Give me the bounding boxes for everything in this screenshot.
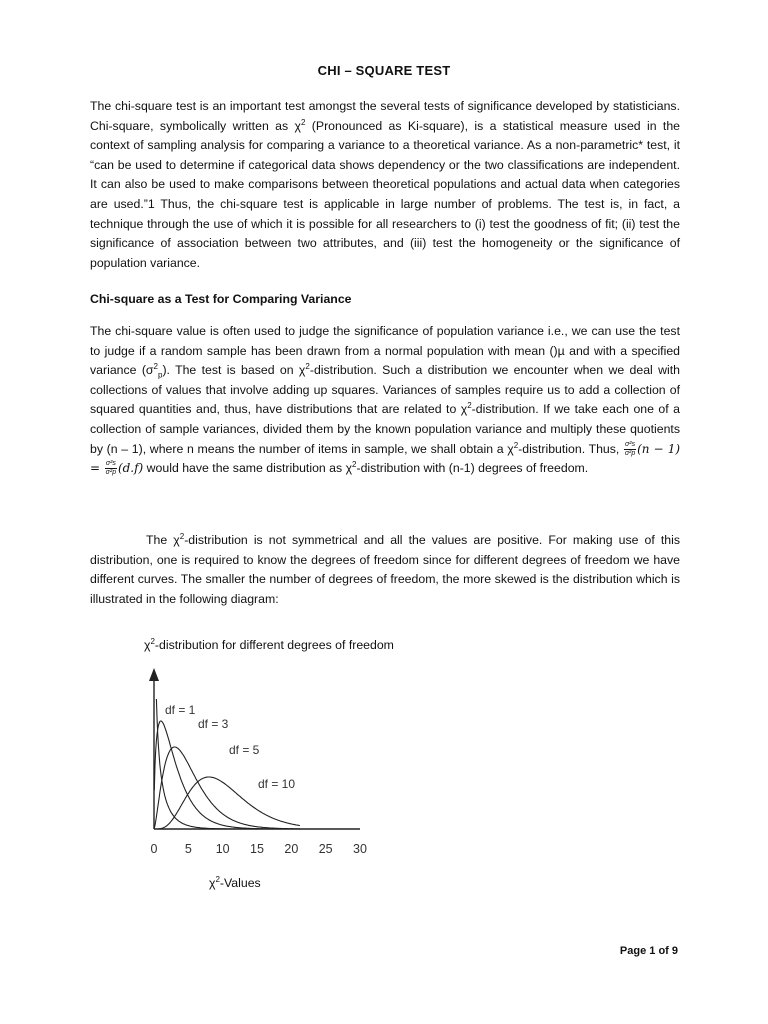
variance-text-d: -distribution. If we take each one of a collection of sample variances, divided them by the known population variance and multiply these quotients by (n – 1), where n means the number of items in sample, we shall obtain a χ xyxy=(90,402,680,456)
section-heading: Chi-square as a Test for Comparing Variance xyxy=(90,292,352,306)
fraction-denominator: σ²p xyxy=(624,449,636,457)
x-tick-label: 10 xyxy=(215,842,230,856)
distribution-text-b: -distribution is not symmetrical and all the values are positive. For making use of this distribution, one is required to know the degrees of freedom since for different degrees of freedom we have different curves. The smaller the number of degrees of freedom, the more skewed is the distribution which is illustrated in the following diagram: xyxy=(90,533,681,606)
page-title: CHI – SQUARE TEST xyxy=(317,63,451,78)
fraction-numerator: σ²s xyxy=(105,460,116,468)
fraction-numerator: σ²s xyxy=(625,440,636,448)
superscript: 2 xyxy=(179,531,185,541)
x-axis-caption-post: -Values xyxy=(219,876,261,890)
variance-text-f: would have the same distribution as χ xyxy=(143,461,353,476)
series-label: df = 10 xyxy=(258,777,296,791)
curve-df-10 xyxy=(154,777,300,829)
intro-text-a: The chi-square test is an important test amongst the several tests of significance developed by statisticians. Chi-square, symbolically written as χ xyxy=(90,99,680,133)
curve-df-5 xyxy=(154,747,300,829)
series-label: df = 5 xyxy=(229,743,260,757)
variance-paragraph xyxy=(90,322,680,479)
superscript: 2 xyxy=(300,117,306,127)
superscript: 2 xyxy=(467,401,472,411)
superscript: 2 xyxy=(352,460,357,470)
superscript: 2 xyxy=(513,440,519,450)
fraction xyxy=(105,460,117,477)
superscript: 2 xyxy=(305,362,310,372)
intro-paragraph xyxy=(90,97,680,273)
subscript: p xyxy=(157,370,163,380)
math-expression: (d.f) xyxy=(117,461,144,476)
x-tick-label: 15 xyxy=(250,842,264,856)
curve-df-1 xyxy=(156,699,300,829)
variance-text-a: The chi-square value is often used to judge the significance of population variance i.e., we can use the test to judge if a random sample has been drawn from a normal population with mean ()µ and with a specified variance (σ xyxy=(90,324,680,378)
math-expression: (n − 1) = xyxy=(90,441,681,476)
variance-text-g: -distribution with (n-1) degrees of freedom. xyxy=(356,461,589,476)
x-tick-label: 20 xyxy=(284,842,299,856)
variance-text-b: ). The test is based on χ xyxy=(162,363,306,378)
chart-caption xyxy=(144,638,394,652)
intro-text-b: (Pronounced as Ki-square), is a statistical measure used in the context of sampling analysis for comparing a variance to a theoretical variance. As a non-parametric* test, it “can be used to determine if categorical data shows dependency or the two classifications are independent. It can also be used to make comparisons between theoretical populations and actual data when categories are used.”1 Thus, the chi-square test is applicable in large number of problems. The test is, in fact, a technique through the use of which it is possible for all researchers to (i) test the goodness of fit; (ii) test the significance of association between two attributes, and (iii) test the homogeneity or the significance of population variance. xyxy=(90,118,681,270)
series-label: df = 1 xyxy=(165,703,196,717)
fraction xyxy=(624,441,636,458)
fraction-denominator: σ²p xyxy=(105,469,117,477)
distribution-text-a: The χ xyxy=(146,533,180,547)
x-tick-label: 5 xyxy=(184,842,192,856)
curve-df-3 xyxy=(154,721,300,829)
superscript: 2 xyxy=(153,362,158,372)
x-axis-caption xyxy=(209,876,261,890)
x-tick-label: 30 xyxy=(353,842,367,856)
chart-caption-pre: χ xyxy=(144,638,151,652)
variance-text-e: -distribution. Thus, xyxy=(518,441,624,456)
x-tick-label: 25 xyxy=(318,842,333,856)
series-label: df = 3 xyxy=(198,717,229,731)
x-tick-label: 0 xyxy=(150,842,158,856)
chart-caption-post: -distribution for different degrees of freedom xyxy=(154,638,394,652)
distribution-paragraph xyxy=(90,531,680,609)
superscript: 2 xyxy=(150,636,155,646)
variance-text-c: -distribution. Such a distribution we encounter when we deal with collections of values that involve adding up squares. Variances of samples require us to add a collection of squared quantities and, thus, have distributions that are related to χ xyxy=(90,363,680,417)
superscript: 2 xyxy=(215,874,220,884)
page-number: Page 1 of 9 xyxy=(619,945,678,957)
x-axis-caption-pre: χ xyxy=(209,876,216,890)
y-axis-arrow xyxy=(149,668,159,681)
